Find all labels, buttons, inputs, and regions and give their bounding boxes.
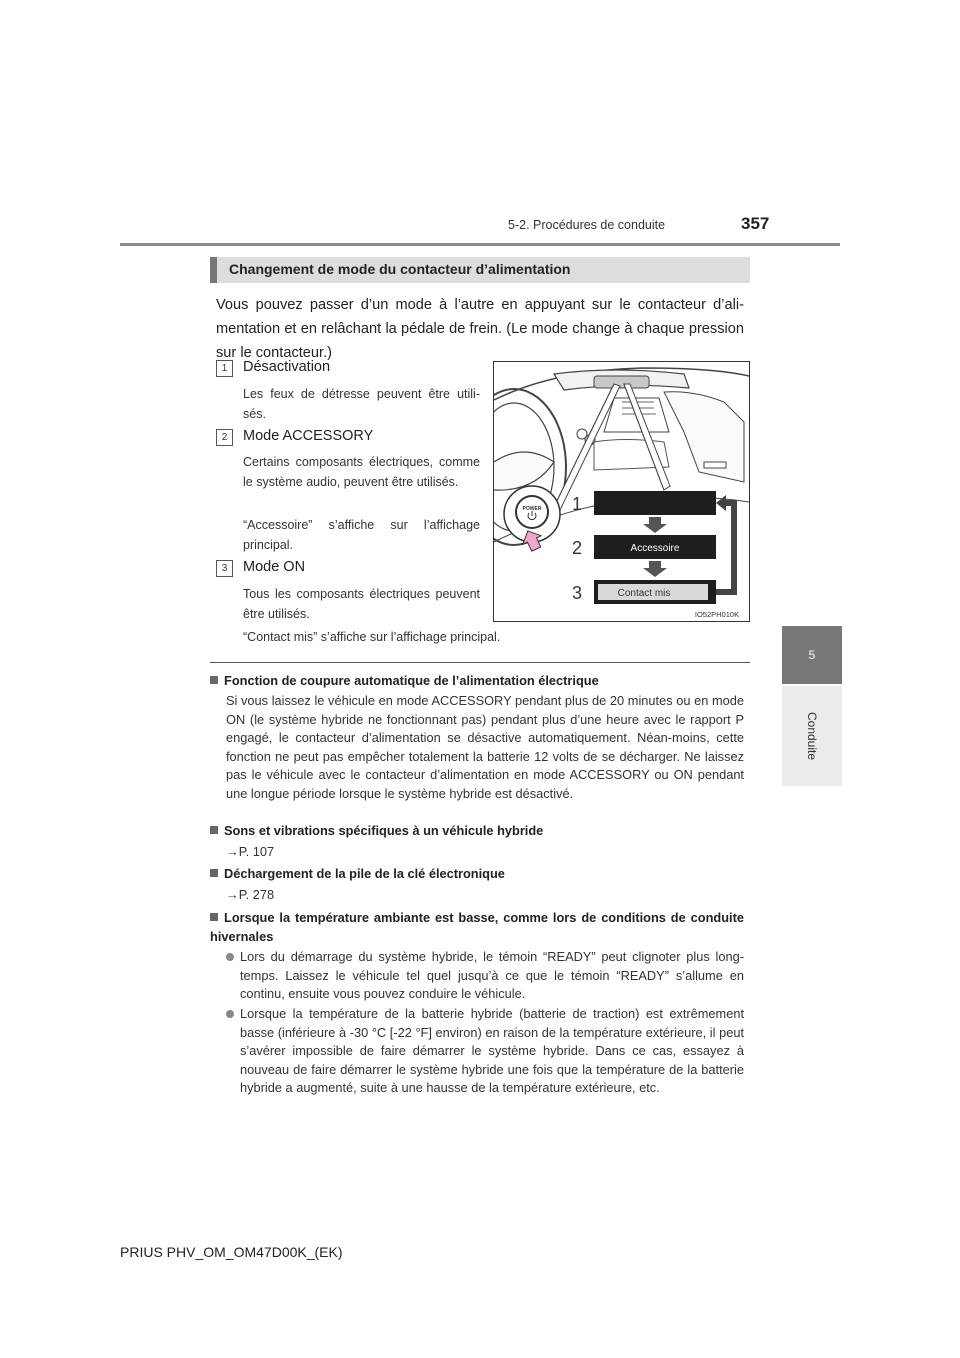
square-bullet-icon [210,676,218,684]
mode-title: Mode ACCESSORY [243,428,374,444]
chapter-tab-number [782,626,842,684]
round-bullet-icon [226,953,234,961]
mode-number-badge: 1 [216,360,233,377]
page-reference: →P. 107 [226,844,275,859]
note-title: Déchargement de la pile de la clé électronique [224,866,505,881]
bullet-text: Lors du démarrage du système hybride, le témoin “READY” peut clignoter plus long-temps. Laissez le véhicule tel quel jusqu’à ce que le témoin “READY” s’allume en continu, ensuite vous pouvez conduire le véhicule. [240,949,744,1001]
mode-title: Désactivation [243,359,331,375]
section-intro: Vous pouvez passer d’un mode à l’autre en appuyant sur le contacteur d’ali-mentation et en relâchant la pédale de frein. (Le mode change à chaque pression sur le contacteur.) [216,297,744,361]
page-reference: →P. 278 [226,887,275,902]
mode-number-badge: 3 [216,560,233,577]
power-label: POWER [522,506,542,512]
section-heading-bar [210,257,750,283]
mode-description: Tous les composants électriques peuvent être utilisés. [243,587,480,621]
bullet-item [226,1005,744,1098]
section-title: Changement de mode du contacteur d’alimentation [229,261,571,277]
note-heading [210,909,744,946]
step-label: 1 [572,494,583,514]
note-title: Lorsque la température ambiante est basse, comme lors de conditions de conduite hivernales [210,910,744,944]
step-label: 3 [572,583,583,603]
square-bullet-icon [210,826,218,834]
note-title: Fonction de coupure automatique de l’alimentation électrique [224,673,599,688]
step-label: 2 [572,538,583,558]
page-number: 357 [741,214,770,233]
mode-display-note: “Contact mis” s’affiche sur l’affichage principal. [243,630,501,644]
bullet-text: Lorsque la température de la batterie hybride (batterie de traction) est extrêmement basse (inférieure à -30 °C [-22 °F] environ) en raison de la température extérieure, il peut s’avérer impossible de faire démarrer le système hybride. Dans ce cas, essayez à nouveau de faire démarrer le système hybride une fois que la température de la batterie hybride a augmenté, suite à une hausse de la température extérieure, etc. [240,1006,744,1095]
note-heading [210,866,750,881]
mode-display-note: “Accessoire” s’affiche sur l’affichage principal. [243,518,480,552]
chapter-label: Conduite [805,711,819,761]
figure-code: IO52PH010K [694,610,740,619]
square-bullet-icon [210,913,218,921]
mode-title: Mode ON [243,559,306,575]
display-accessory-text: Accessoire [630,543,680,554]
display-contact-text: Contact mis [617,588,671,599]
mode-description: Certains composants électriques, comme le système audio, peuvent être utilisés. [243,455,480,489]
dashboard-illustration [493,361,750,622]
chapter-number: 5 [808,648,816,662]
note-title: Sons et vibrations spécifiques à un véhicule hybride [224,823,544,838]
document-footer: PRIUS PHV_OM_OM47D00K_(EK) [120,1244,343,1260]
bullet-item [226,948,744,1004]
chapter-heading: 5-2. Procédures de conduite [508,218,666,232]
note-heading [210,823,750,838]
chapter-tab-label [782,686,842,786]
section-divider [210,662,750,663]
mode-number-badge: 2 [216,429,233,446]
square-bullet-icon [210,869,218,877]
note-body: Si vous laissez le véhicule en mode ACCESSORY pendant plus de 20 minutes ou en mode ON (le système hybride ne fonctionnant pas) pendant plus d’une heure avec le rapport P engagé, le contacteur d’alimentation se désactive automatiquement. Néan-moins, cette fonction ne peut pas empêcher totalement la batterie 12 volts de se décharger. Ne laissez pas le véhicule avec le contacteur d’alimentation en mode ACCESSORY ou ON pendant une longue période lorsque le système hybride est désactivé. [226,693,744,801]
mode-description: Les feux de détresse peuvent être utili-sés. [243,387,480,421]
note-heading [210,673,750,688]
round-bullet-icon [226,1010,234,1018]
header-divider [120,243,840,246]
dashboard-drawing [494,362,749,621]
